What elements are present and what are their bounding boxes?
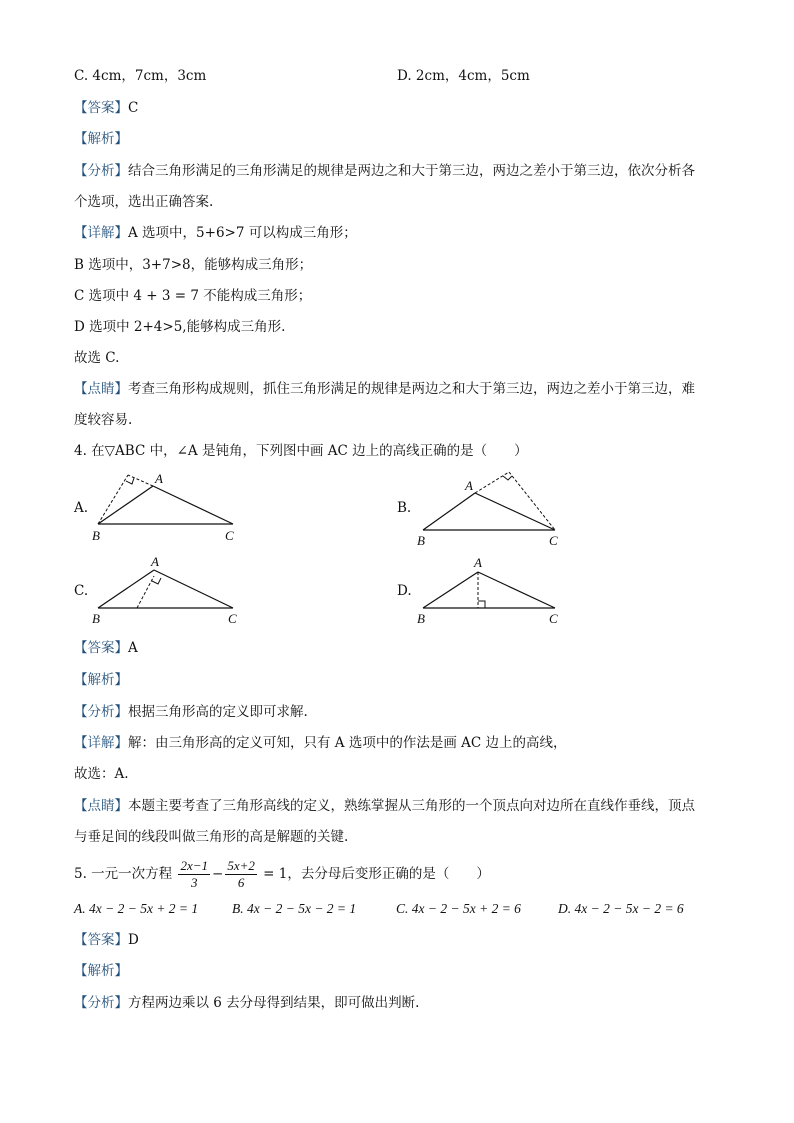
side-ac [475, 493, 555, 530]
dianjing-tag: 【点睛】 [74, 798, 128, 814]
q3-detail-line4: D 选项中 2+4>5,能够构成三角形. [74, 319, 286, 335]
detail-text: 解：由三角形高的定义可知，只有 A 选项中的作法是画 AC 边上的高线， [128, 735, 567, 751]
q4-option-b-label: B. [397, 500, 412, 516]
side-ac [154, 570, 233, 608]
q4-stem: 4. 在▽ABC 中，∠A 是钝角，下列图中画 AC 边上的高线正确的是（ ） [74, 443, 528, 459]
right-angle-mark [503, 476, 512, 480]
q5-fraction-2 [225, 858, 257, 891]
answer-value: D [128, 932, 139, 948]
vertex-c: C [549, 611, 558, 626]
frac2-denominator: 6 [237, 875, 245, 890]
vertex-b: B [92, 611, 100, 626]
side-ba [423, 493, 475, 530]
analysis-tag: 【解析】 [74, 963, 128, 979]
q4-figure-a [88, 466, 248, 546]
vertex-a: A [155, 471, 163, 486]
q5-stem [74, 854, 490, 894]
q4-detail [74, 733, 567, 753]
fenxi-text: 结合三角形满足的三角形满足的规律是两边之和大于第三边，两边之差小于第三边，依次分析各 [128, 163, 695, 179]
q3-option-d: D. 2cm，4cm，5cm [397, 68, 530, 84]
frac1-numerator: 2x−1 [180, 858, 209, 873]
answer-value: C [128, 100, 139, 116]
q3-fenxi-line1 [74, 161, 695, 181]
side-ac [153, 486, 233, 524]
altitude-dashed [98, 475, 128, 524]
fenxi-text: 方程两边乘以 6 去分母得到结果，即可做出判断. [128, 995, 420, 1011]
answer-tag: 【答案】 [74, 100, 128, 116]
q4-dianjing-line1 [74, 796, 695, 816]
q3-fenxi-line2: 个选项，选出正确答案. [74, 194, 214, 210]
right-angle-mark [478, 601, 485, 608]
fenxi-tag: 【分析】 [74, 995, 128, 1011]
vertex-a: A [474, 555, 482, 570]
detail-tag: 【详解】 [74, 225, 128, 241]
analysis-tag: 【解析】 [74, 131, 128, 147]
q4-option-c-label: C. [74, 583, 89, 599]
q3-detail-line3: C 选项中 4 + 3 = 7 不能构成三角形； [74, 288, 312, 304]
q3-option-c: C. 4cm，7cm，3cm [74, 68, 207, 84]
answer-value: A [128, 640, 138, 656]
detail-tag: 【详解】 [74, 735, 128, 751]
q4-choose: 故选：A. [74, 766, 129, 782]
q4-fenxi [74, 702, 308, 722]
detail-text: A 选项中，5+6>7 可以构成三角形； [128, 225, 357, 241]
answer-tag: 【答案】 [74, 932, 128, 948]
q4-answer-row [74, 638, 138, 658]
fenxi-tag: 【分析】 [74, 704, 128, 720]
side-ba [98, 486, 153, 524]
q5-option-b: B. 4x − 2 − 5x − 2 = 1 [232, 901, 357, 916]
q5-answer-row [74, 930, 139, 950]
dianjing-text: 考查三角形构成规则，抓住三角形满足的规律是两边之和大于第三边，两边之差小于第三边，难 [128, 381, 695, 397]
analysis-tag: 【解析】 [74, 672, 128, 688]
q5-option-c: C. 4x − 2 − 5x + 2 = 6 [396, 901, 521, 916]
side-ac [478, 572, 555, 608]
vertex-a: A [465, 478, 473, 493]
q5-minus: − [212, 866, 224, 882]
q3-dianjing-line1 [74, 379, 695, 399]
vertex-a: A [151, 554, 159, 569]
q4-option-d-label: D. [397, 583, 412, 599]
q4-figure-d [413, 556, 573, 628]
dianjing-tag: 【点睛】 [74, 381, 128, 397]
q4-figure-b [413, 466, 573, 546]
side-ba [423, 572, 478, 608]
vertex-b: B [92, 528, 100, 543]
vertex-c: C [228, 611, 237, 626]
fenxi-tag: 【分析】 [74, 163, 128, 179]
side-ba [98, 570, 154, 608]
extension-ba [475, 472, 509, 493]
q5-option-a: A. 4x − 2 − 5x + 2 = 1 [74, 901, 199, 916]
dianjing-text: 本题主要考查了三角形高线的定义，熟练掌握从三角形的一个顶点向对边所在直线作垂线，顶点 [128, 798, 695, 814]
q5-stem-post: = 1，去分母后变形正确的是（ ） [263, 866, 490, 882]
vertex-b: B [417, 533, 425, 548]
q3-detail-line1 [74, 223, 357, 243]
q4-dianjing-line2: 与垂足间的线段叫做三角形的高是解题的关键. [74, 829, 349, 845]
fenxi-text: 根据三角形高的定义即可求解. [128, 704, 308, 720]
altitude-dashed [509, 472, 555, 530]
q3-dianjing-line2: 度较容易. [74, 412, 133, 428]
q3-choose: 故选 C. [74, 350, 120, 366]
q4-figure-c [88, 556, 248, 628]
frac1-denominator: 3 [190, 875, 198, 890]
q5-stem-pre: 5. 一元一次方程 [74, 866, 173, 882]
vertex-b: B [417, 611, 425, 626]
q5-fenxi [74, 993, 419, 1013]
frac2-numerator: 5x+2 [227, 858, 255, 873]
right-angle-mark [152, 578, 161, 584]
vertex-c: C [225, 528, 234, 543]
q3-detail-line2: B 选项中，3+7>8，能够构成三角形； [74, 257, 313, 273]
q5-option-d: D. 4x − 2 − 5x − 2 = 6 [558, 901, 684, 916]
answer-tag: 【答案】 [74, 640, 128, 656]
altitude-dashed [137, 576, 154, 608]
q4-option-a-label: A. [74, 500, 89, 516]
q3-answer-row [74, 98, 138, 118]
q5-fraction-1 [178, 858, 210, 891]
vertex-c: C [549, 533, 558, 548]
right-angle-mark [126, 478, 134, 484]
